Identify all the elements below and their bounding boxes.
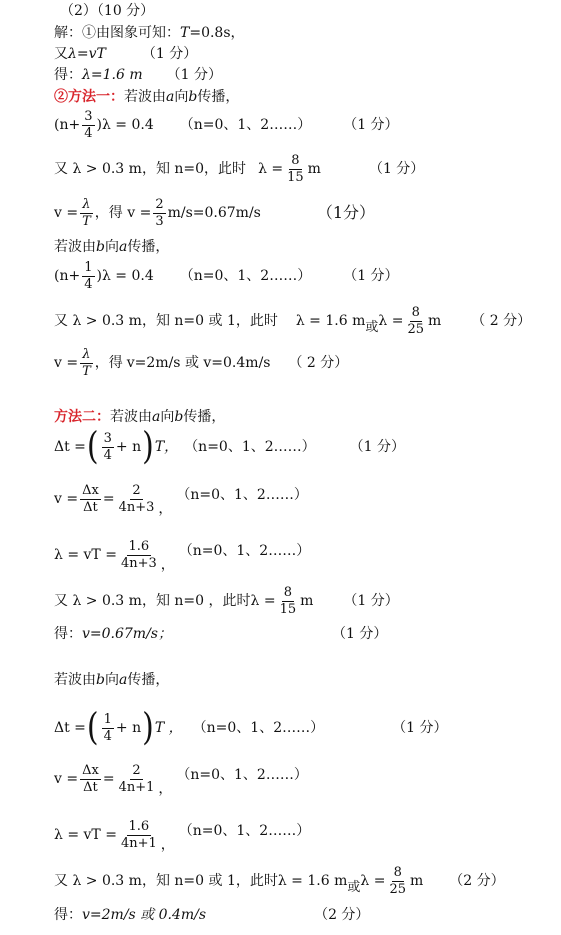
velocity-1: v = $\frac{\lambda}{T}$ ，得 v = $\frac{2}{3}$ m/s=0.67m/s （1分）: [54, 197, 376, 229]
velocity-2: v = $\frac{\lambda}{T}$ ，得 v=2m/s 或 v=0.4m/s （ 2 分）: [54, 347, 349, 379]
wavelength-equation-2: λ = vT = $\frac{1.6}{4n+1}$ ， （n=0、1、2……）: [54, 819, 311, 854]
direction-b-to-a-2: 若波由 b 向 a 传播，: [54, 672, 170, 688]
method-two-heading: 方法二： 若波由 a 向 b 传播，: [54, 409, 226, 425]
fraction: $\frac{3}{4}$: [103, 431, 112, 463]
fraction: $\frac{\lambda}{T}$: [82, 347, 91, 379]
step-wavelength: 得： λ=1.6 m （1 分）: [54, 67, 222, 83]
fraction: $\frac{2}{3}$: [155, 197, 164, 229]
step-period: 解：①由图象可知： T =0.8s，: [54, 25, 245, 41]
condition-4: 又 λ > 0.3 m，知 n=0 或 1，此时 λ = 1.6 m 或 λ = $\frac{8}{25}$ m （2 分）: [54, 865, 505, 897]
fraction: $\frac{1}{4}$: [84, 260, 93, 292]
step-formula: 又 λ=vT （1 分）: [54, 46, 198, 62]
fraction: $\frac{\lambda}{T}$: [82, 197, 91, 229]
time-equation-1: Δt = ( $\frac{3}{4}$ + n ) T， （n=0、1、2……） （1 分）: [54, 424, 406, 469]
fraction: $\frac{8}{25}$: [407, 305, 424, 337]
fraction: $\frac{\Delta x}{\Delta t}$: [82, 763, 99, 795]
fraction: $\frac{8}{15}$: [287, 153, 304, 185]
fraction: $\frac{1.6}{4n+3}$: [120, 539, 157, 571]
velocity-equation-1: v = $\frac{\Delta x}{\Delta t}$ = $\frac{2}{4n+3}$ ， （n=0、1、2……）: [54, 483, 308, 518]
fraction: $\frac{8}{25}$: [389, 865, 406, 897]
fraction: $\frac{8}{15}$: [279, 585, 297, 617]
method-one-heading: ②方法一： 若波由 a 向 b 传播，: [54, 89, 240, 105]
fraction: $\frac{2}{4n+3}$: [118, 483, 155, 515]
equation-b-to-a: (n+ $\frac{1}{4}$ )λ = 0.4 （n=0、1、2……） （1 分）: [54, 260, 399, 292]
direction-b-to-a: 若波由 b 向 a 传播，: [54, 239, 170, 255]
time-equation-2: Δt = ( $\frac{1}{4}$ + n ) T ， （n=0、1、2……） （1 分）: [54, 705, 448, 750]
condition-1: 又 λ > 0.3 m，知 n=0，此时 λ = $\frac{8}{15}$ m （1 分）: [54, 153, 425, 185]
result-2: 得： v=2m/s 或 0.4m/s （2 分）: [54, 907, 370, 923]
fraction: $\frac{2}{4n+1}$: [118, 763, 155, 795]
fraction: $\frac{\Delta x}{\Delta t}$: [82, 483, 99, 515]
velocity-equation-2: v = $\frac{\Delta x}{\Delta t}$ = $\frac{2}{4n+1}$ ， （n=0、1、2……）: [54, 763, 308, 798]
header-line: （2）（10 分）: [60, 3, 155, 19]
equation-a-to-b: (n+ $\frac{3}{4}$ )λ = 0.4 （n=0、1、2……） （1 分）: [54, 109, 399, 141]
result-1: 得： v=0.67m/s； （1 分）: [54, 626, 388, 642]
condition-2: 又 λ > 0.3 m，知 n=0 或 1，此时 λ = 1.6 m 或 λ = $\frac{8}{25}$ m （ 2 分）: [54, 305, 532, 337]
fraction: $\frac{3}{4}$: [84, 109, 93, 141]
fraction: $\frac{1.6}{4n+1}$: [120, 819, 157, 851]
wavelength-equation-1: λ = vT = $\frac{1.6}{4n+3}$ ， （n=0、1、2……）: [54, 539, 311, 574]
fraction: $\frac{1}{4}$: [103, 712, 112, 744]
condition-3: 又 λ > 0.3 m，知 n=0 ，此时 λ = $\frac{8}{15}$ m （1 分）: [54, 585, 399, 617]
